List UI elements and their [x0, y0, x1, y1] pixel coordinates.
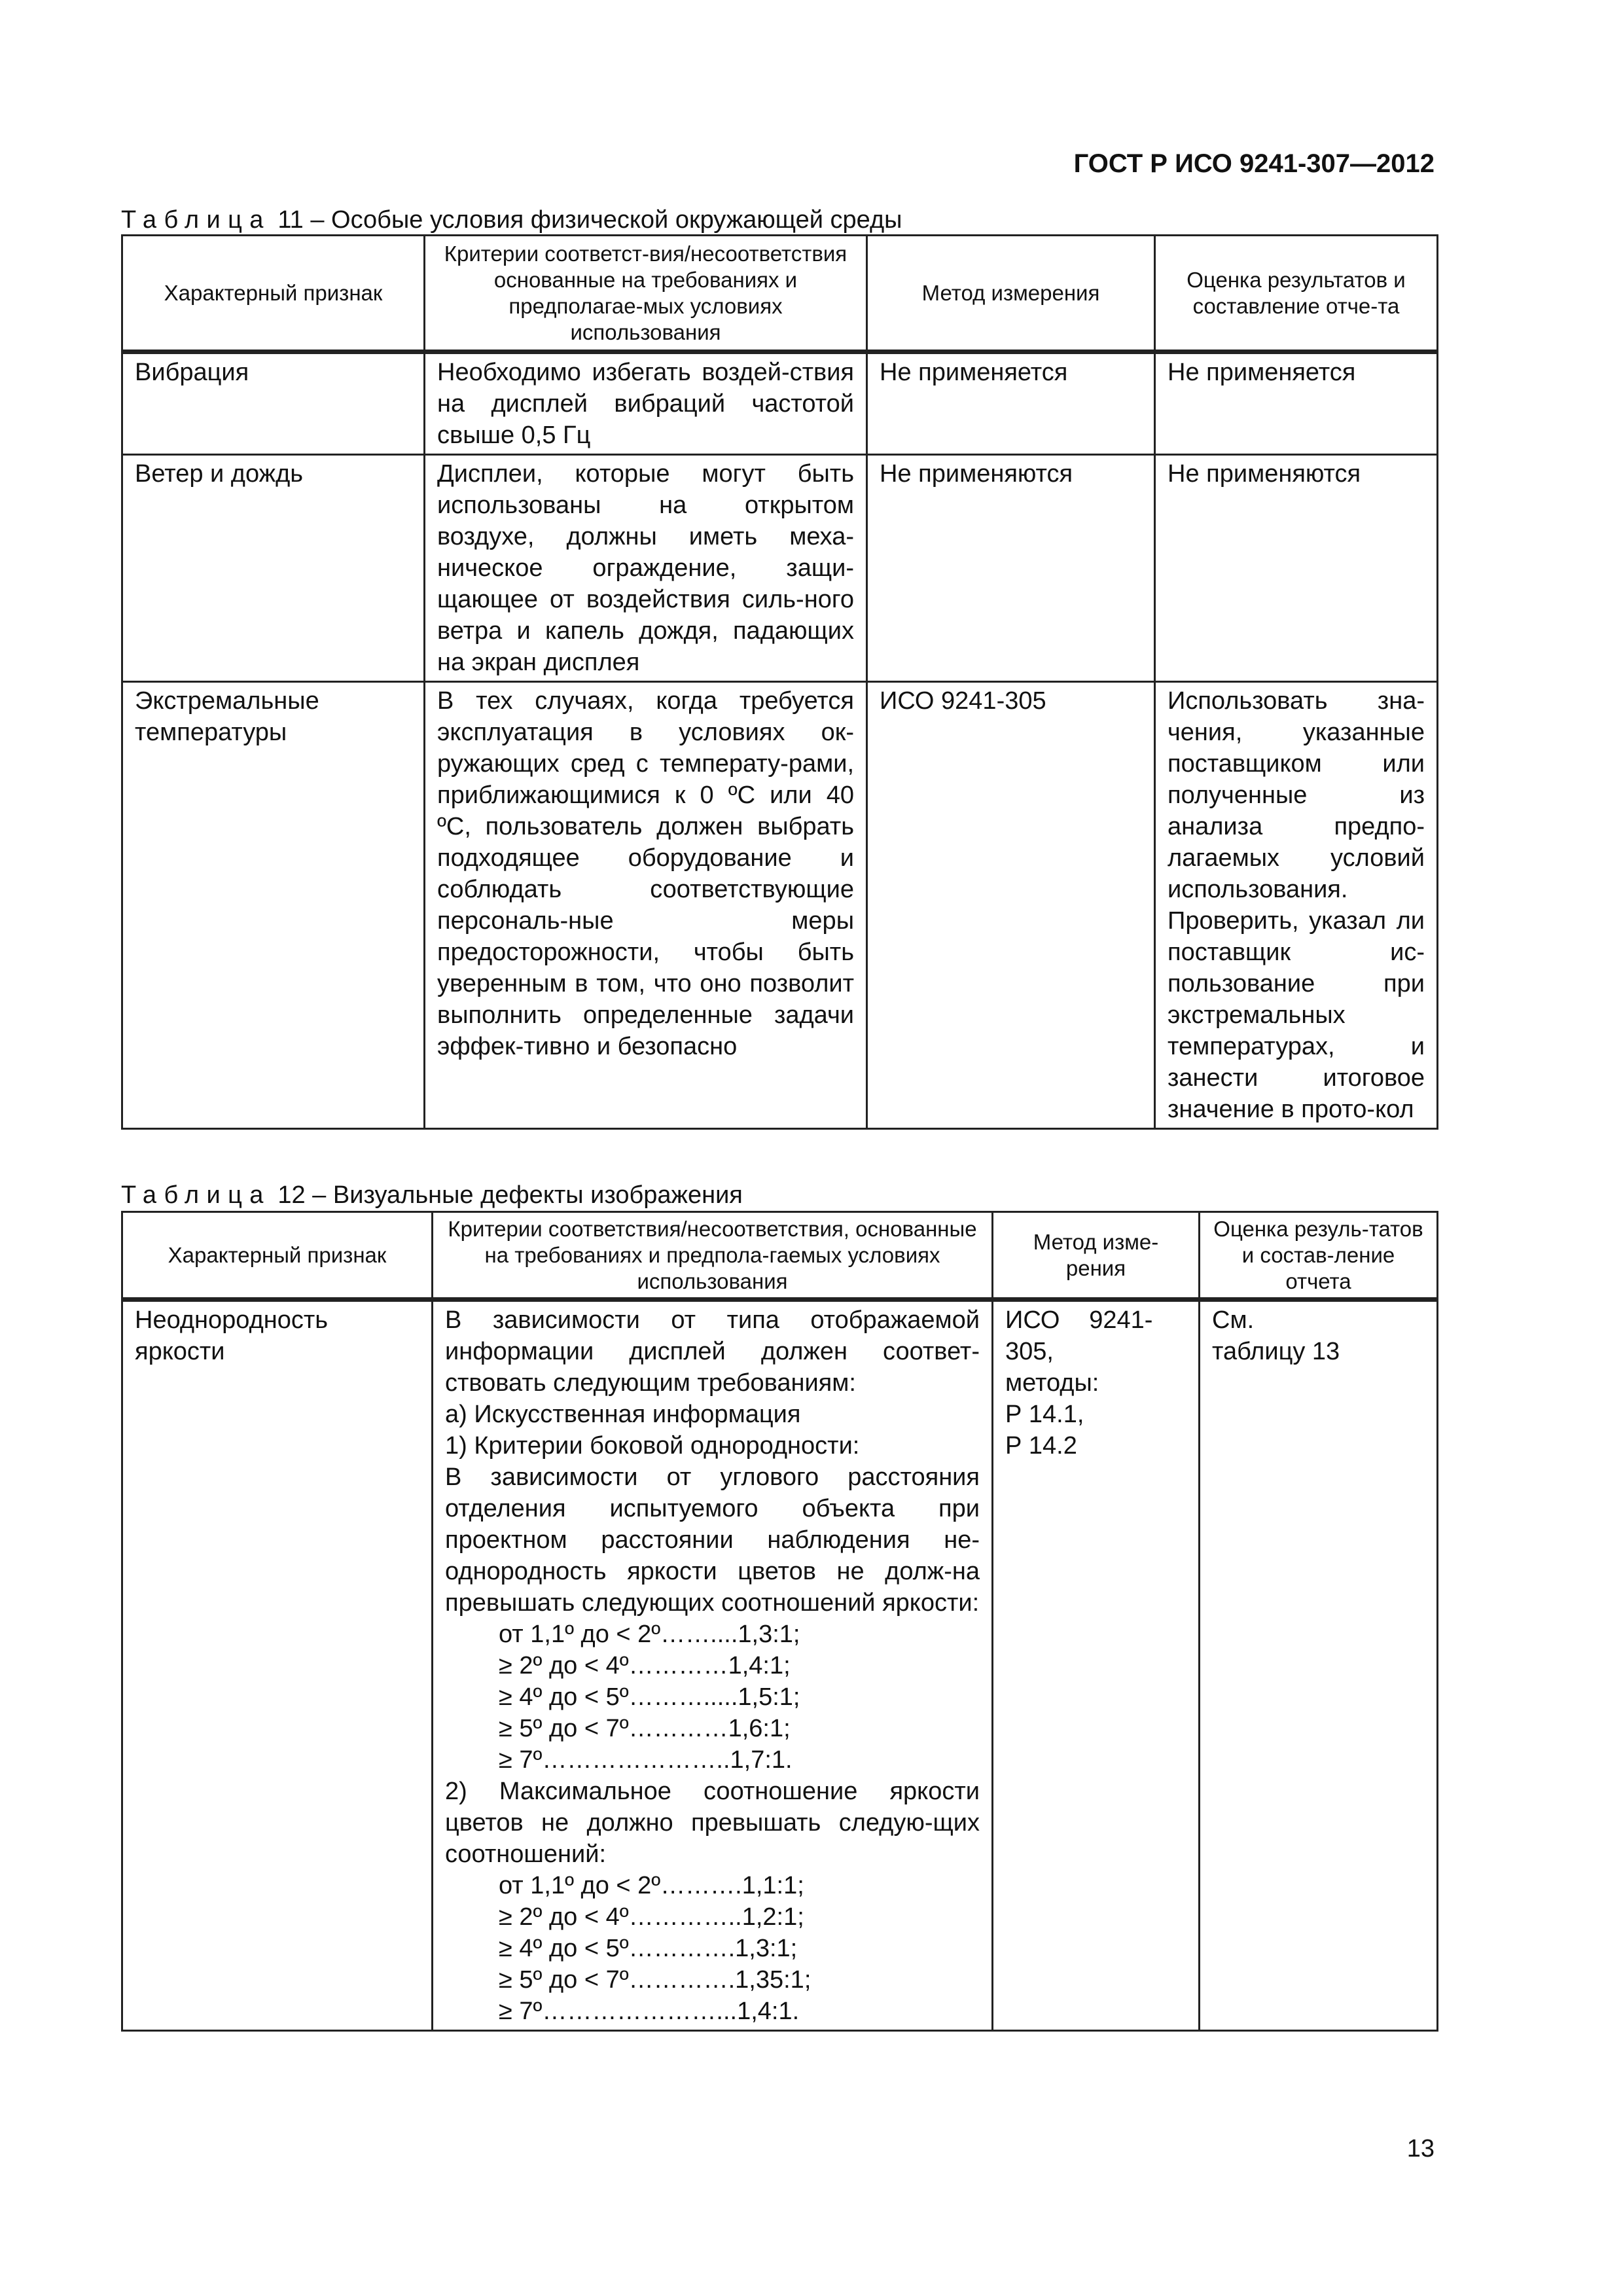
list-item: ≥ 2º до < 4º…………1,4:1; [499, 1652, 791, 1679]
table-cell-evaluation: Не применяется [1155, 352, 1438, 455]
evaluation-line: См. [1212, 1306, 1255, 1334]
table-11-caption-label: Таблица [121, 206, 271, 234]
method-line: ИСО 9241- [1005, 1306, 1153, 1334]
table-cell-feature: Ветер и дождь [122, 455, 425, 682]
table-cell-method [993, 1300, 1200, 2031]
table-12-header-criteria: Критерии соответствия/несоответствия, основанные на требованиях и предпола-гаемых условиях использования [433, 1212, 993, 1300]
list-item: от 1,1º до < 2º……....1,3:1; [499, 1621, 800, 1648]
table-12-header-row [122, 1212, 1438, 1300]
list-item: ≥ 7º…………………...1,4:1. [499, 1998, 800, 2025]
table-12-caption-label: Таблица [121, 1181, 271, 1209]
table-cell-method: ИСО 9241-305 [867, 682, 1155, 1129]
table-11-header-criteria: Критерии соответст-вия/несоответствия основанные на требованиях и предполагае-мых условиях использования [425, 236, 867, 352]
table-cell-criteria: Необходимо избегать воздей-ствия на дисплей вибраций частотой свыше 0,5 Гц [425, 352, 867, 455]
evaluation-line: таблицу 13 [1212, 1338, 1340, 1365]
table-11-caption [121, 206, 902, 234]
table-12-header-method: Метод изме-рения [993, 1212, 1200, 1300]
table-12-caption-text: 12 – Визуальные дефекты изображения [277, 1181, 743, 1209]
table-row [122, 455, 1438, 682]
table-cell-method: Не применяются [867, 455, 1155, 682]
list-item: ≥ 4º до < 5º………….1,3:1; [499, 1935, 798, 1962]
list-item: ≥ 5º до < 7º…………1,6:1; [499, 1715, 791, 1742]
table-12 [121, 1211, 1438, 2032]
table-cell-feature: Неоднородность яркости [122, 1300, 433, 2031]
list-item: от 1,1º до < 2º……….1,1:1; [499, 1872, 804, 1899]
criteria-item-2-text: 2) Максимальное соотношение яркости цветов не должно превышать следую-щих соотношений: [445, 1778, 980, 1868]
criteria-item-1-text: В зависимости от углового расстояния отделения испытуемого объекта при проектном расстоянии наблюдения не-однородность яркости цветов не долж-на превышать следующих соотношений яркости: [445, 1463, 980, 1617]
list-item: ≥ 4º до < 5º……….....1,5:1; [499, 1683, 800, 1711]
table-12-header-feature: Характерный признак [122, 1212, 433, 1300]
table-row [122, 352, 1438, 455]
table-cell-method: Не применяется [867, 352, 1155, 455]
table-11-header-evaluation: Оценка результатов и составление отче-та [1155, 236, 1438, 352]
table-cell-criteria: В тех случаях, когда требуется эксплуатация в условиях ок-ружающих сред с температу-рами, приближающимися к 0 ºС или 40 ºС, пользователь должен выбрать подходящее оборудование и соблюдать соответствующие персональ-ные меры предосторожности, чтобы быть уверенным в том, что оно позволит выполнить определенные задачи эффек-тивно и безопасно [425, 682, 867, 1129]
table-11-header-row [122, 236, 1438, 352]
table-12-header-evaluation: Оценка резуль-татов и состав-ление отчета [1200, 1212, 1438, 1300]
list-item: ≥ 2º до < 4º…………..1,2:1; [499, 1903, 804, 1931]
table-11-header-feature: Характерный признак [122, 236, 425, 352]
table-11-caption-text: 11 – Особые условия физической окружающей среды [277, 206, 902, 234]
criteria-item-a: а) Искусственная информация [445, 1401, 801, 1428]
table-cell-feature: Вибрация [122, 352, 425, 455]
table-12-caption [121, 1181, 743, 1210]
table-cell-evaluation: Использовать зна-чения, указанные поставщиком или полученные из анализа предпо-лагаемых условий использования. Проверить, указал ли поставщик ис-пользование при экстремальных температурах, и занести итоговое значение в прото-кол [1155, 682, 1438, 1129]
table-cell-criteria [433, 1300, 993, 2031]
method-line: Р 14.2 [1005, 1432, 1077, 1460]
table-cell-criteria: Дисплеи, которые могут быть использованы на открытом воздухе, должны иметь меха-ническое ограждение, защи-щающее от воздействия силь-ного ветра и капель дождя, падающих на экран дисплея [425, 455, 867, 682]
table-row [122, 1300, 1438, 2031]
table-cell-feature: Экстремальные температуры [122, 682, 425, 1129]
table-cell-evaluation [1200, 1300, 1438, 2031]
document-code-header: ГОСТ Р ИСО 9241-307—2012 [1073, 149, 1435, 178]
table-row [122, 682, 1438, 1129]
criteria-intro: В зависимости от типа отображаемой информации дисплей должен соответ-ствовать следующим требованиям: [445, 1306, 980, 1397]
method-line: Р 14.1, [1005, 1401, 1084, 1428]
method-line: методы: [1005, 1369, 1099, 1397]
table-11 [121, 234, 1438, 1130]
criteria-item-1: 1) Критерии боковой однородности: [445, 1432, 860, 1460]
page-number: 13 [1406, 2135, 1435, 2162]
list-item: ≥ 7º…………………..1,7:1. [499, 1746, 793, 1774]
list-item: ≥ 5º до < 7º………….1,35:1; [499, 1966, 812, 1994]
method-line: 305, [1005, 1338, 1054, 1365]
table-cell-evaluation: Не применяются [1155, 455, 1438, 682]
table-11-header-method: Метод измерения [867, 236, 1155, 352]
